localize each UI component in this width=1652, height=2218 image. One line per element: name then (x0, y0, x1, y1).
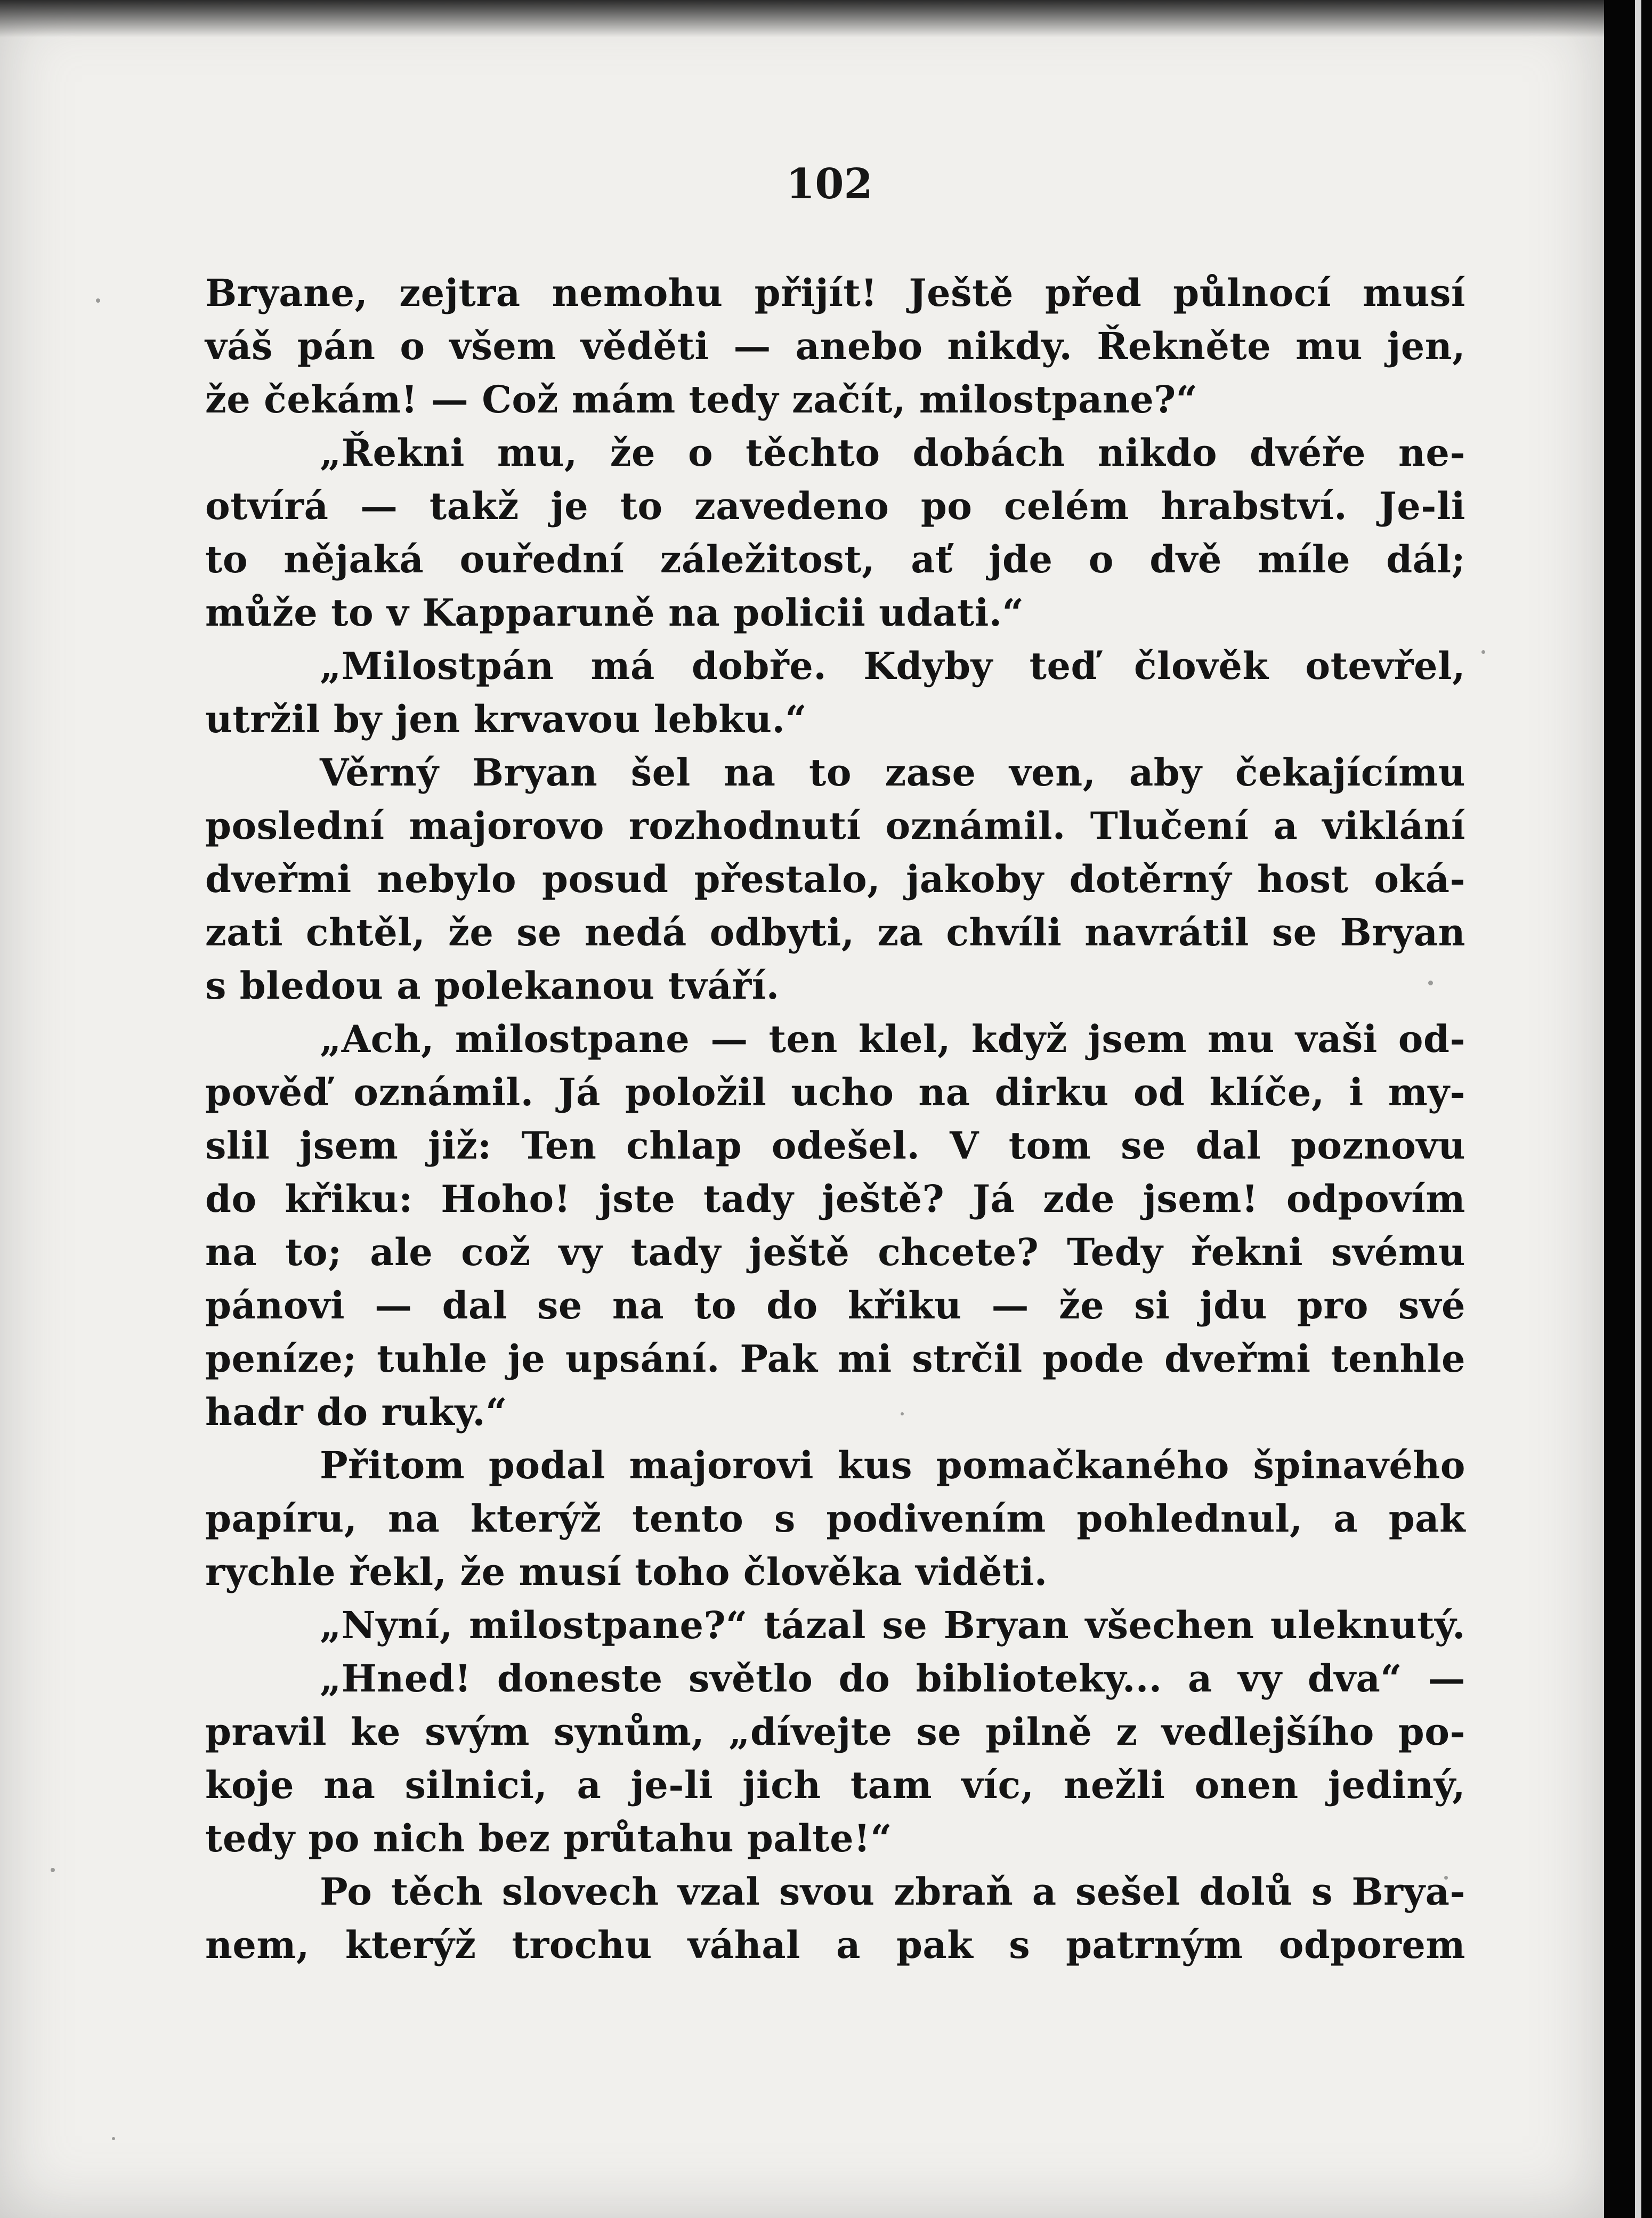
text-line: na to; ale což vy tady ještě chcete? Tedy řekni svému (205, 1230, 1465, 1274)
paper-speck (1481, 650, 1485, 654)
text-line: do křiku: Hoho! jste tady ještě? Já zde jsem! odpovím (205, 1177, 1465, 1221)
text-line: pánovi — dal se na to do křiku — že si jdu pro své (205, 1283, 1465, 1327)
text-line: Po těch slovech vzal svou zbraň a sešel dolů s Brya- (320, 1869, 1465, 1914)
text-line: nem, kterýž trochu váhal a pak s patrným odporem (205, 1923, 1465, 1967)
text-line: „Ach, milostpane — ten klel, když jsem mu vaši od- (320, 1017, 1465, 1061)
text-line: otvírá — takž je to zavedeno po celém hrabství. Je-li (205, 484, 1465, 528)
text-line: Přitom podal majorovi kus pomačkaného špinavého (320, 1443, 1465, 1487)
text-line: „Řekni mu, že o těchto dobách nikdo dvéře ne- (320, 431, 1465, 475)
text-line: tedy po nich bez průtahu palte!“ (205, 1816, 893, 1860)
paper-speck (112, 2137, 115, 2140)
text-line: že čekám! — Což mám tedy začít, milostpane?“ (205, 377, 1198, 422)
text-line: to nějaká ouřední záležitost, ať jde o dvě míle dál; (205, 537, 1465, 581)
text-line: „Nyní, milostpane?“ tázal se Bryan všechen uleknutý. (320, 1603, 1465, 1647)
paper-speck (96, 298, 100, 303)
text-line: hadr do ruky.“ (205, 1390, 507, 1434)
text-line: papíru, na kterýž tento s podivením pohlednul, a pak (205, 1496, 1465, 1541)
text-line: „Milostpán má dobře. Kdyby teď člověk otevřel, (320, 644, 1465, 688)
text-line: poslední majorovo rozhodnutí oznámil. Tlučení a viklání (205, 804, 1465, 848)
page-number: 102 (786, 160, 873, 208)
page-edge (1635, 0, 1641, 2218)
body-text (205, 266, 1465, 1972)
scan-border (1604, 0, 1652, 2218)
text-line: zati chtěl, že se nedá odbyti, za chvíli navrátil se Bryan (205, 910, 1465, 954)
scan-shadow (0, 0, 1604, 37)
text-line: může to v Kapparuně na policii udati.“ (205, 590, 1024, 635)
text-line: rychle řekl, že musí toho člověka viděti. (205, 1550, 1048, 1594)
paper-speck (51, 1868, 55, 1872)
text-line: dveřmi nebylo posud přestalo, jakoby dotěrný host oká- (205, 857, 1465, 901)
text-line: s bledou a polekanou tváří. (205, 964, 780, 1008)
text-line: pravil ke svým synům, „dívejte se pilně z vedlejšího po- (205, 1710, 1465, 1754)
text-line: Věrný Bryan šel na to zase ven, aby čekajícímu (320, 750, 1465, 795)
text-line: slil jsem již: Ten chlap odešel. V tom se dal poznovu (205, 1123, 1465, 1168)
text-line: koje na silnici, a je-li jich tam víc, nežli onen jediný, (205, 1763, 1465, 1807)
text-line: utržil by jen krvavou lebku.“ (205, 697, 807, 741)
text-line: peníze; tuhle je upsání. Pak mi strčil pode dveřmi tenhle (205, 1337, 1465, 1381)
text-line: váš pán o všem věděti — anebo nikdy. Řekněte mu jen, (205, 324, 1465, 368)
text-line: pověď oznámil. Já položil ucho na dirku od klíče, i my- (205, 1070, 1465, 1114)
text-line: Bryane, zejtra nemohu přijít! Ještě před půlnocí musí (205, 271, 1465, 315)
text-line: „Hned! doneste světlo do biblioteky... a vy dva“ — (320, 1656, 1465, 1701)
